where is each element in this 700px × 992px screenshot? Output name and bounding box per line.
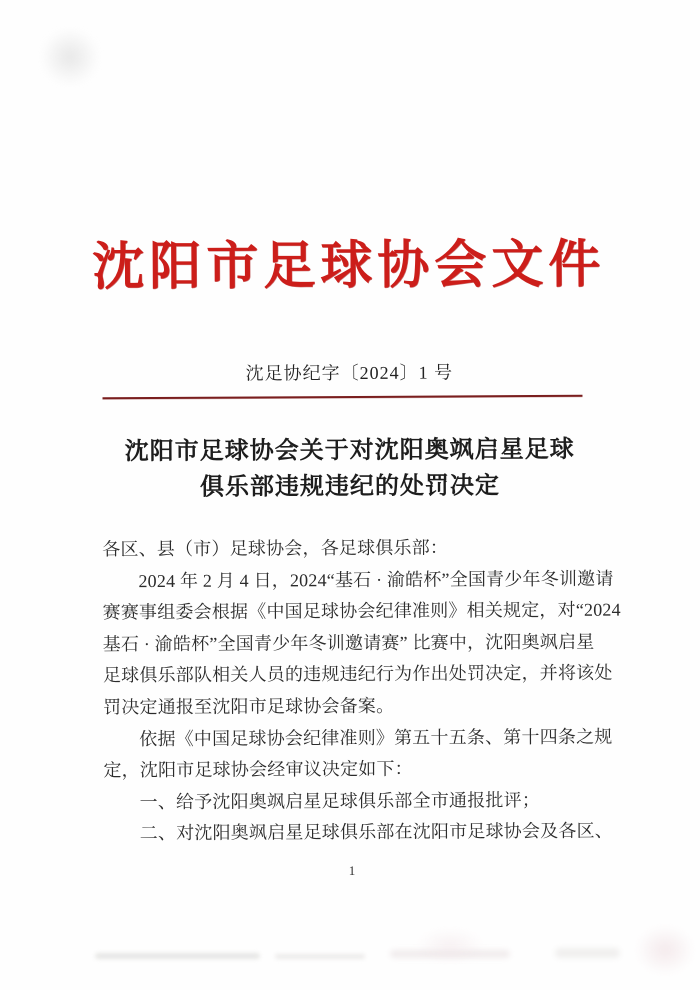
red-separator-line — [102, 395, 582, 400]
page-number: 1 — [348, 862, 356, 879]
body-line-salutation: 各区、县（市）足球协会，各足球俱乐部： — [102, 537, 449, 560]
body-line: 基石 · 渝皓杯”全国青少年冬训邀请赛” 比赛中，沈阳奥飒启星 — [102, 631, 595, 655]
body-line: 足球俱乐部队相关人员的违规违纪行为作出处罚决定，并将该处 — [102, 663, 613, 686]
body-line: 依据《中国足球协会纪律准则》第五十五条、第十四条之规 — [139, 726, 613, 749]
body-line: 定，沈阳市足球协会经审议决定如下： — [103, 758, 413, 781]
body-line-item-2: 二、对沈阳奥飒启星足球俱乐部在沈阳市足球协会及各区、 — [139, 820, 614, 844]
body-line: 2024 年 2 月 4 日，2024“基石 · 渝皓杯”全国青少年冬训邀请 — [138, 568, 614, 591]
doc-title-line-2: 俱乐部违规违纪的处罚决定 — [199, 473, 501, 501]
body-line-item-1: 一、给予沈阳奥飒启星足球俱乐部全市通报批评； — [139, 789, 541, 812]
doc-title-line-1: 沈阳市足球协会关于对沈阳奥飒启星足球 — [124, 436, 575, 466]
body-line: 罚决定通报至沈阳市足球协会备案。 — [103, 695, 395, 718]
doc-title — [0, 431, 700, 507]
red-header-banner: 沈阳市足球协会文件 — [92, 236, 606, 297]
doc-reference-number: 沈足协纪字〔2024〕1 号 — [245, 362, 454, 384]
body-text — [102, 532, 621, 851]
body-line: 赛赛事组委会根据《中国足球协会纪律准则》相关规定，对“2024 — [102, 599, 621, 623]
